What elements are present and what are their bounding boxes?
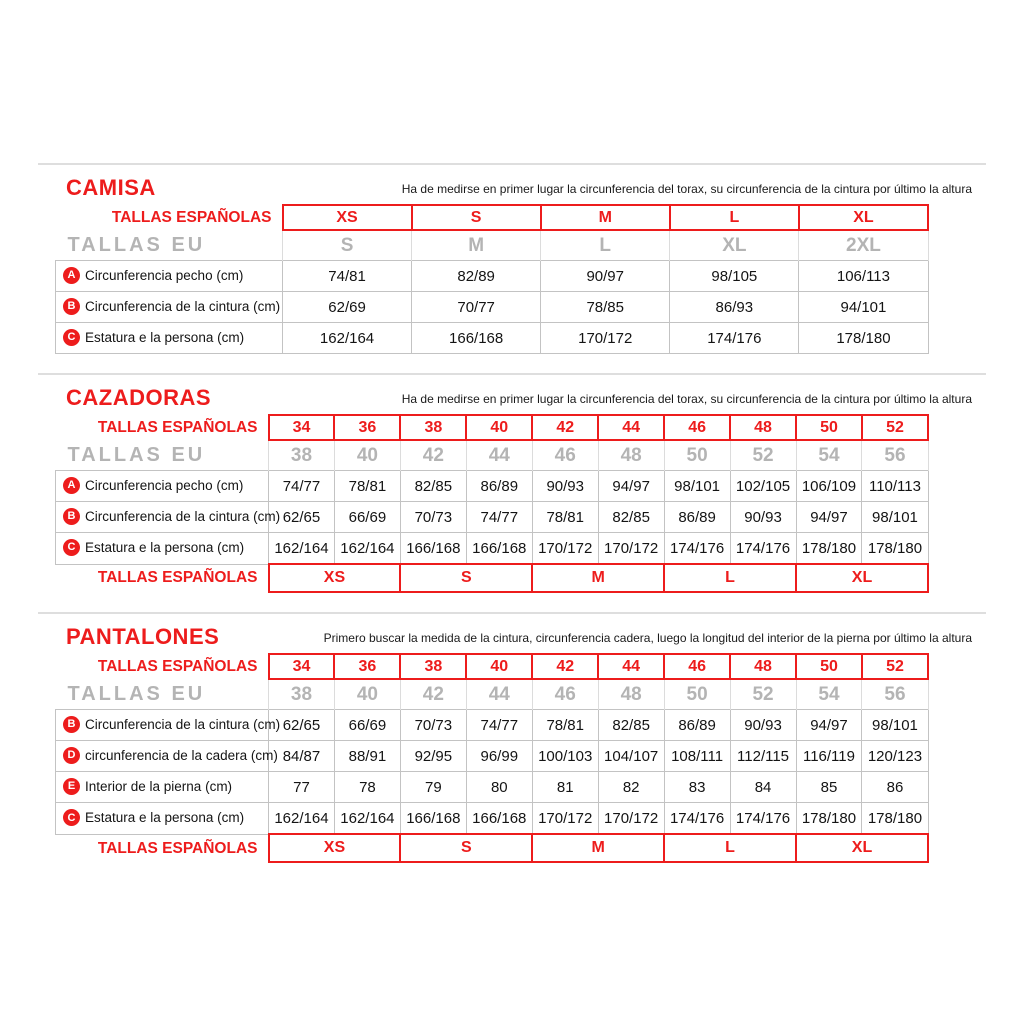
measure-value: 166/168 [466,803,532,835]
spanish-size-header: 46 [664,654,730,679]
spanish-size-header: 50 [796,415,862,440]
spanish-sizes-label: TALLAS ESPAÑOLAS [111,208,272,226]
eu-size-value: 40 [334,679,400,710]
measure-value: 174/176 [664,803,730,835]
measure-badge-b-icon: B [63,716,80,733]
measure-value: 74/77 [269,471,335,502]
measure-value: 162/164 [334,533,400,565]
spanish-size-header: 42 [532,654,598,679]
measure-value: 98/101 [862,710,928,741]
measure-value: 74/81 [283,261,412,292]
eu-size-value: 46 [532,440,598,471]
measure-value: 82/85 [598,502,664,533]
section-head-cazadoras [38,384,986,414]
measure-value: 77 [269,772,335,803]
eu-size-value: 56 [862,440,928,471]
section-note-cazadoras: Ha de medirse en primer lugar la circunferencia del torax, su circunferencia de la cintura por último la altura [401,392,972,407]
measure-value: 162/164 [269,533,335,565]
measure-value: 66/69 [334,502,400,533]
measure-value: 98/101 [664,471,730,502]
section-note-pantalones: Primero buscar la medida de la cintura, circunferencia cadera, luego la longitud del interior de la pierna por último la altura [323,631,972,646]
measure-value: 86 [862,772,928,803]
measure-value: 174/176 [730,533,796,565]
eu-size-value: M [412,230,541,261]
measure-value: 80 [466,772,532,803]
measure-value: 62/69 [283,292,412,323]
spanish-size-footer: XL [796,834,928,862]
section-title-cazadoras: CAZADORAS [66,385,212,411]
eu-size-value: 46 [532,679,598,710]
measure-label: A Circunferencia pecho (cm) [56,471,269,502]
measure-value: 170/172 [532,533,598,565]
measure-badge-a-icon: A [63,477,80,494]
measure-value: 79 [400,772,466,803]
measure-value: 120/123 [862,741,928,772]
measure-value: 78/85 [541,292,670,323]
section-note-camisa: Ha de medirse en primer lugar la circunferencia del torax, su circunferencia de la cintura por último la altura [401,182,972,197]
spanish-size-header: 42 [532,415,598,440]
measure-value: 94/97 [796,710,862,741]
measure-badge-c-icon: C [63,809,80,826]
measure-value: 174/176 [730,803,796,835]
measure-value: 78/81 [334,471,400,502]
section-head-camisa [38,174,986,204]
measure-value: 84/87 [269,741,335,772]
measure-value: 98/105 [670,261,799,292]
measure-label: B Circunferencia de la cintura (cm) [56,502,269,533]
measure-value: 170/172 [598,533,664,565]
measure-value: 86/89 [664,710,730,741]
spanish-size-header: 38 [400,415,466,440]
eu-sizes-label: TALLAS EU [67,233,206,256]
measure-value: 94/97 [796,502,862,533]
measure-value: 85 [796,772,862,803]
measure-value: 70/77 [412,292,541,323]
spanish-size-footer: XS [269,564,401,592]
spanish-size-header: 52 [862,654,928,679]
measure-value: 84 [730,772,796,803]
measure-value: 116/119 [796,741,862,772]
measure-value: 81 [532,772,598,803]
spanish-size-header: 34 [269,415,335,440]
measure-label: D circunferencia de la cadera (cm) [56,741,269,772]
measure-value: 166/168 [400,803,466,835]
spanish-size-header: 40 [466,415,532,440]
measure-value: 74/77 [466,502,532,533]
eu-sizes-label: TALLAS EU [67,682,206,705]
measure-value: 178/180 [796,803,862,835]
section-pantalones [38,612,986,882]
measure-value: 110/113 [862,471,928,502]
measure-value: 106/113 [799,261,928,292]
eu-size-value: 42 [400,440,466,471]
spanish-size-header: 44 [598,415,664,440]
measure-value: 170/172 [598,803,664,835]
measure-value: 178/180 [799,323,928,354]
measure-value: 94/97 [598,471,664,502]
eu-size-value: 50 [664,679,730,710]
measure-label: B Circunferencia de la cintura (cm) [56,710,269,741]
eu-size-value: S [283,230,412,261]
measure-badge-c-icon: C [63,329,80,346]
eu-size-value: L [541,230,670,261]
eu-size-value: 42 [400,679,466,710]
measure-value: 92/95 [400,741,466,772]
measure-value: 90/93 [532,471,598,502]
spanish-size-footer: S [400,834,532,862]
measure-value: 62/65 [269,710,335,741]
measure-label: C Estatura e la persona (cm) [56,533,269,565]
spanish-size-header: 44 [598,654,664,679]
section-head-pantalones [38,623,986,653]
spanish-sizes-label: TALLAS ESPAÑOLAS [97,657,258,675]
measure-value: 170/172 [532,803,598,835]
spanish-size-footer: M [532,564,664,592]
measure-value: 178/180 [862,533,928,565]
spanish-size-footer: XL [796,564,928,592]
measure-value: 166/168 [412,323,541,354]
spanish-sizes-footer-label: TALLAS ESPAÑOLAS [97,839,258,857]
measure-label: E Interior de la pierna (cm) [56,772,269,803]
measure-value: 166/168 [466,533,532,565]
eu-size-value: 44 [466,679,532,710]
cazadoras-size-table [55,414,929,593]
measure-value: 74/77 [466,710,532,741]
spanish-size-header: XL [799,205,928,230]
measure-value: 78/81 [532,710,598,741]
spanish-size-header: 36 [334,415,400,440]
eu-size-value: 38 [269,440,335,471]
measure-value: 62/65 [269,502,335,533]
pantalones-size-table [55,653,929,863]
spanish-sizes-footer-label: TALLAS ESPAÑOLAS [97,569,258,587]
measure-value: 86/93 [670,292,799,323]
section-title-pantalones: PANTALONES [66,624,220,650]
measure-value: 106/109 [796,471,862,502]
measure-value: 78/81 [532,502,598,533]
measure-badge-d-icon: D [63,747,80,764]
measure-value: 162/164 [283,323,412,354]
spanish-size-header: XS [283,205,412,230]
measure-value: 83 [664,772,730,803]
spanish-sizes-label: TALLAS ESPAÑOLAS [97,418,258,436]
measure-badge-e-icon: E [63,778,80,795]
measure-value: 104/107 [598,741,664,772]
spanish-size-footer: S [400,564,532,592]
eu-sizes-label: TALLAS EU [67,443,206,466]
section-title-camisa: CAMISA [66,175,156,200]
measure-value: 82 [598,772,664,803]
measure-badge-a-icon: A [63,267,80,284]
measure-value: 112/115 [730,741,796,772]
measure-value: 82/85 [400,471,466,502]
measure-value: 82/85 [598,710,664,741]
measure-value: 98/101 [862,502,928,533]
measure-value: 88/91 [334,741,400,772]
eu-size-value: 50 [664,440,730,471]
measure-value: 96/99 [466,741,532,772]
measure-label: A Circunferencia pecho (cm) [56,261,283,292]
measure-value: 70/73 [400,710,466,741]
spanish-size-header: 36 [334,654,400,679]
spanish-size-footer: XS [269,834,401,862]
measure-value: 162/164 [269,803,335,835]
eu-size-value: 2XL [799,230,928,261]
measure-label: C Estatura e la persona (cm) [56,803,269,835]
measure-value: 94/101 [799,292,928,323]
spanish-size-header: 40 [466,654,532,679]
spanish-size-footer: M [532,834,664,862]
eu-size-value: 54 [796,679,862,710]
spanish-size-header: 50 [796,654,862,679]
camisa-size-table [55,204,929,354]
measure-badge-b-icon: B [63,298,80,315]
measure-value: 108/111 [664,741,730,772]
eu-size-value: XL [670,230,799,261]
measure-value: 178/180 [862,803,928,835]
measure-label: B Circunferencia de la cintura (cm) [56,292,283,323]
eu-size-value: 52 [730,440,796,471]
measure-value: 86/89 [466,471,532,502]
measure-value: 102/105 [730,471,796,502]
eu-size-value: 48 [598,440,664,471]
measure-label: C Estatura e la persona (cm) [56,323,283,354]
measure-value: 100/103 [532,741,598,772]
measure-value: 82/89 [412,261,541,292]
measure-value: 174/176 [664,533,730,565]
eu-size-value: 40 [334,440,400,471]
spanish-size-header: 46 [664,415,730,440]
spanish-size-header: 34 [269,654,335,679]
measure-value: 66/69 [334,710,400,741]
spanish-size-footer: L [664,564,796,592]
measure-value: 70/73 [400,502,466,533]
measure-badge-c-icon: C [63,539,80,556]
measure-badge-b-icon: B [63,508,80,525]
measure-value: 90/93 [730,502,796,533]
spanish-size-header: L [670,205,799,230]
measure-value: 86/89 [664,502,730,533]
size-chart-page [38,0,986,882]
measure-value: 90/97 [541,261,670,292]
eu-size-value: 54 [796,440,862,471]
measure-value: 78 [334,772,400,803]
measure-value: 162/164 [334,803,400,835]
eu-size-value: 52 [730,679,796,710]
measure-value: 174/176 [670,323,799,354]
spanish-size-header: 38 [400,654,466,679]
measure-value: 166/168 [400,533,466,565]
measure-value: 90/93 [730,710,796,741]
eu-size-value: 44 [466,440,532,471]
spanish-size-header: S [412,205,541,230]
spanish-size-header: 48 [730,415,796,440]
section-camisa [38,163,986,373]
spanish-size-header: 48 [730,654,796,679]
eu-size-value: 48 [598,679,664,710]
measure-value: 178/180 [796,533,862,565]
section-cazadoras [38,373,986,612]
measure-value: 170/172 [541,323,670,354]
spanish-size-header: M [541,205,670,230]
eu-size-value: 38 [269,679,335,710]
spanish-size-header: 52 [862,415,928,440]
eu-size-value: 56 [862,679,928,710]
spanish-size-footer: L [664,834,796,862]
